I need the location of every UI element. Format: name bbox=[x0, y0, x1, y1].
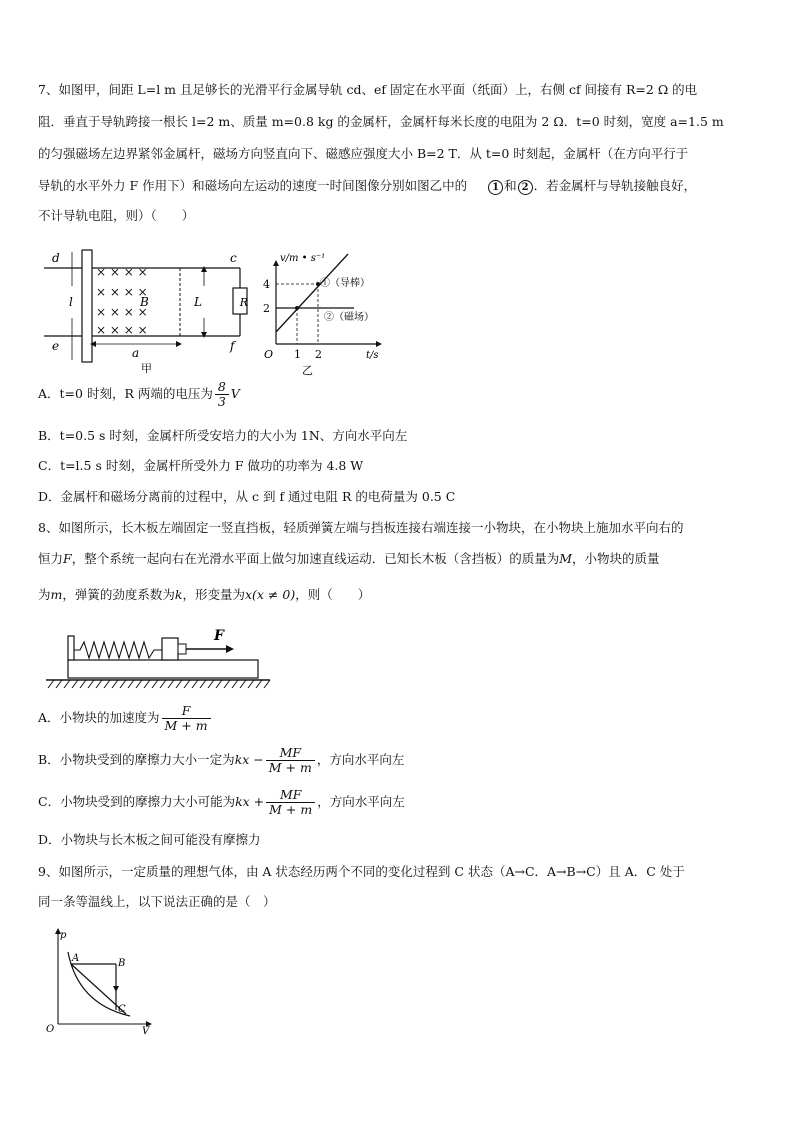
q8-line-1: 8、如图所示，长木板左端固定一竖直挡板，轻质弹簧左端与挡板连接右端连接一小物块，在小物块上施加水平向右的 bbox=[38, 520, 684, 535]
q8-option-d: D．小物块与长木板之间可能没有摩擦力 bbox=[38, 832, 261, 847]
label-l: l bbox=[69, 295, 73, 309]
label-B: B bbox=[140, 295, 149, 309]
q7-option-a bbox=[38, 380, 240, 409]
label-B: B bbox=[118, 958, 126, 969]
fraction-MF-over-Mm bbox=[266, 746, 315, 775]
q8-line-3-pre: 为 bbox=[38, 587, 51, 602]
q8-b-tail: ，方向水平向左 bbox=[316, 752, 405, 767]
caption-yi: 乙 bbox=[302, 364, 313, 376]
frac-num: 8 bbox=[215, 380, 229, 395]
label-a: a bbox=[132, 346, 140, 360]
long-board bbox=[68, 660, 258, 678]
q8-line-2-pre: 恒力 bbox=[38, 551, 64, 566]
label-c: c bbox=[230, 251, 237, 265]
label-A: A bbox=[72, 953, 80, 964]
frac-den: M + m bbox=[268, 760, 312, 775]
symbol-m: m bbox=[50, 587, 63, 602]
q7-option-c: C．t=l.5 s 时刻，金属杆所受外力 F 做功的功率为 4.8 W bbox=[38, 458, 364, 473]
q7-and: 和 bbox=[504, 178, 517, 193]
label-C: C bbox=[118, 1004, 126, 1015]
frac-num: MF bbox=[266, 788, 315, 803]
baffle bbox=[68, 636, 74, 660]
q7-line-5: 不计导轨电阻，则）（ ） bbox=[38, 208, 195, 223]
frac-den: M + m bbox=[164, 718, 208, 733]
x-axis-label: t/s bbox=[366, 350, 379, 361]
q8-a-text: A．小物块的加速度为 bbox=[38, 710, 160, 725]
force-arrow bbox=[226, 645, 234, 653]
symbol-x: x(x ≠ 0) bbox=[244, 587, 296, 602]
frac-num: F bbox=[162, 704, 211, 719]
origin-label: O bbox=[264, 348, 274, 361]
circle-1-label: 1 bbox=[488, 180, 503, 195]
label-f: f bbox=[230, 339, 235, 353]
q8-c-text: C．小物块受到的摩擦力大小可能为 bbox=[38, 794, 236, 809]
q8-line-2-post: ，整个系统一起向右在光滑水平面上做匀加速直线运动．已知长木板（含挡板）的质量为 bbox=[71, 551, 560, 566]
q8-line-3-mid2: ，形变量为 bbox=[182, 587, 245, 602]
spring bbox=[74, 642, 162, 658]
fraction-MF-over-Mm bbox=[266, 788, 315, 817]
symbol-M: M bbox=[559, 551, 573, 566]
metal-rod bbox=[82, 250, 92, 362]
q8-line-2 bbox=[38, 551, 660, 567]
figure-pv bbox=[44, 926, 156, 1034]
q7-line-1: 7、如图甲，间距 L=l m 且足够长的光滑平行金属导轨 cd、ef 固定在水平面（纸面）上，右侧 cf 间接有 R=2 Ω 的电 bbox=[38, 82, 698, 97]
expr-kx-plus: kx + bbox=[235, 794, 265, 809]
x-tick-1: 1 bbox=[294, 348, 301, 361]
svg-text:× × × ×: × × × × bbox=[96, 323, 148, 337]
q7-line-3: 的匀强磁场左边界紧邻金属杆，磁场方向竖直向下、磁感应强度大小 B=2 T．从 t=0 时刻起，金属杆（在方向平行于 bbox=[38, 146, 689, 161]
x-tick-2: 2 bbox=[315, 348, 322, 361]
q9-line-1: 9、如图所示，一定质量的理想气体，由 A 状态经历两个不同的变化过程到 C 状态（A→C．A→B→C）且 A．C 处于 bbox=[38, 864, 685, 879]
label-V: V bbox=[142, 1026, 150, 1034]
unit-v: V bbox=[230, 386, 240, 401]
q9-line-2: 同一条等温线上，以下说法正确的是（ ） bbox=[38, 894, 276, 909]
expr-kx-minus: kx − bbox=[234, 752, 264, 767]
q7-line-4-tail: ．若金属杆与导轨接触良好， bbox=[533, 178, 697, 193]
label-O: O bbox=[46, 1024, 55, 1034]
fraction-8-3 bbox=[215, 380, 229, 409]
q8-option-c bbox=[38, 788, 405, 817]
q7-option-d: D．金属杆和磁场分离前的过程中，从 c 到 f 通过电阻 R 的电荷量为 0.5 C bbox=[38, 489, 456, 504]
y-axis-label: v/m • s⁻¹ bbox=[280, 253, 326, 264]
small-block bbox=[162, 638, 178, 660]
label-d: d bbox=[52, 251, 60, 265]
label-R: R bbox=[239, 296, 248, 309]
figure-spring-board bbox=[42, 620, 274, 692]
q7-line-4-text: 导轨的水平外力 F 作用下）和磁场向左运动的速度一时间图像分别如图乙中的 bbox=[38, 178, 468, 193]
frac-den: M + m bbox=[269, 802, 313, 817]
q7-a-text: A．t=0 时刻，R 两端的电压为 bbox=[38, 386, 213, 401]
label-e: e bbox=[52, 339, 60, 353]
figure-yi bbox=[258, 250, 398, 376]
q8-line-3-mid: ，弹簧的劲度系数为 bbox=[62, 587, 175, 602]
y-tick-2: 2 bbox=[263, 302, 270, 315]
q8-line-2-tail: ，小物块的质量 bbox=[572, 551, 660, 566]
frac-num: MF bbox=[266, 746, 315, 761]
q8-option-a bbox=[38, 704, 213, 733]
circle-2-label: 2 bbox=[518, 180, 533, 195]
q8-line-3 bbox=[38, 587, 370, 603]
q7-line-4 bbox=[38, 178, 696, 195]
q8-option-b bbox=[38, 746, 404, 775]
svg-text:× × × ×: × × × × bbox=[96, 305, 148, 319]
label-L: L bbox=[194, 295, 202, 309]
fraction-F-over-Mm bbox=[162, 704, 211, 733]
svg-text:× × × ×: × × × × bbox=[96, 265, 148, 279]
label-p: p bbox=[60, 930, 67, 941]
y-tick-4: 4 bbox=[263, 278, 270, 291]
q7-option-b: B．t=0.5 s 时刻，金属杆所受安培力的大小为 1N、方向水平向左 bbox=[38, 428, 408, 443]
figure-jia bbox=[44, 246, 254, 374]
q7-line-2: 阻．垂直于导轨跨接一根长 l=2 m、质量 m=0.8 kg 的金属杆，金属杆每米长度的电阻为 2 Ω．t=0 时刻，宽度 a=1.5 m bbox=[38, 114, 724, 129]
caption-jia: 甲 bbox=[141, 362, 152, 374]
series-label-field: ②（磁场） bbox=[324, 312, 374, 323]
svg-text:× × × ×: × × × × bbox=[96, 285, 148, 299]
symbol-k: k bbox=[174, 587, 183, 602]
symbol-F: F bbox=[63, 551, 72, 566]
q8-b-text: B．小物块受到的摩擦力大小一定为 bbox=[38, 752, 235, 767]
q8-line-3-tail: ，则（ ） bbox=[295, 587, 371, 602]
series-label-rod: ①（导棒） bbox=[320, 278, 370, 289]
q8-c-tail: ，方向水平向左 bbox=[317, 794, 405, 809]
frac-den: 3 bbox=[217, 394, 226, 409]
force-label: F bbox=[214, 628, 224, 644]
